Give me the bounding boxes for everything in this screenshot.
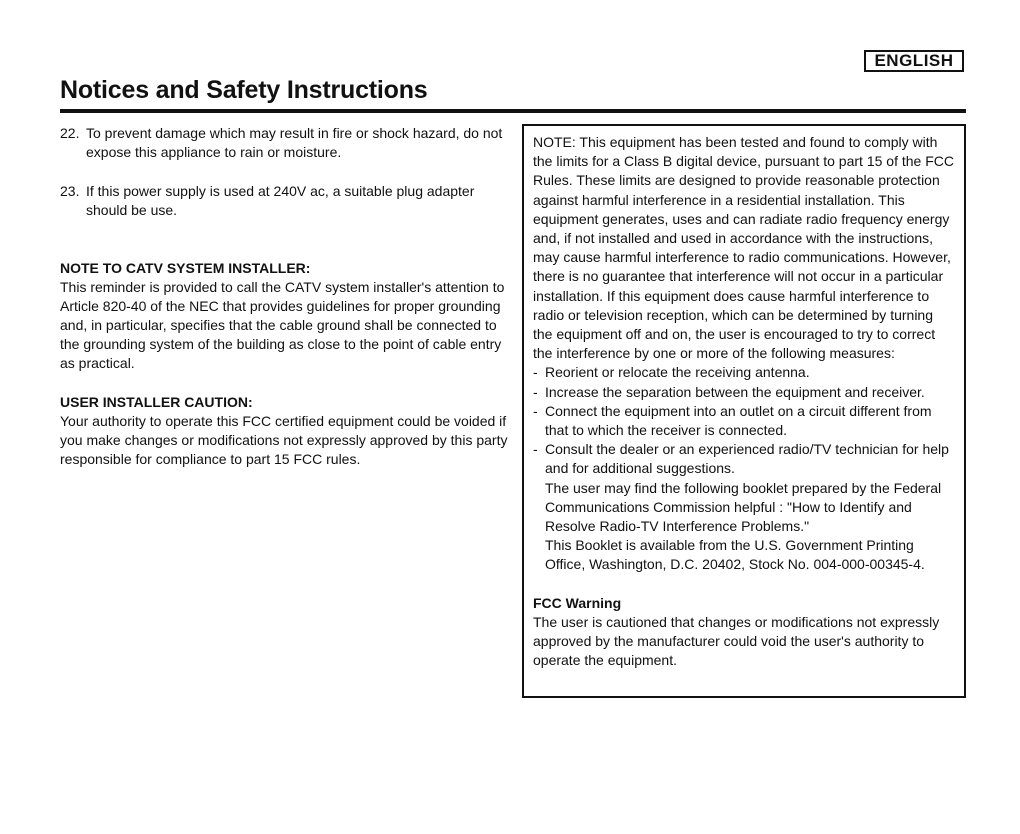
fcc-note-text: NOTE: This equipment has been tested and found to comply with the limits for a Class B digital device, pursuant to part 15 of the FCC Rules. These limits are designed to provide reasonable protection against harmful interference in a residential installation. This equipment generates, uses and can radiate radio frequency energy and, if not installed and used in accordance with the instructions, may cause harmful interference to radio communications. However, there is no guarantee that interference will not occur in a particular installation. If this equipment does cause harmful interference to radio or television reception, which can be determined by turning the equipment off and on, the user is encouraged to try to correct the interference by one or more of the following measures: [533,134,954,362]
language-badge: ENGLISH [864,50,964,72]
measure-text: Increase the separation between the equipment and receiver. [545,383,925,400]
measure-text: Reorient or relocate the receiving antenna. [545,364,810,381]
fcc-notice-box [522,124,966,698]
catv-text: This reminder is provided to call the CATV system installer's attention to Article 820-40 of the NEC that provides guidelines for proper grounding and, in particular, specifies that the cable ground shall be connected to the grounding system of the building as close to the point of cable entry as practical. [60,279,505,371]
fcc-warning-text: The user is cautioned that changes or modifications not expressly approved by the manufacturer could void the user's authority to operate the equipment. [533,613,940,669]
item-number: 23. [60,183,80,199]
measure-item: - Increase the separation between the equipment and receiver. [533,383,954,402]
measure-text: Consult the dealer or an experienced radio/TV technician for help and for additional suggestions. [545,441,949,477]
item-text: To prevent damage which may result in fire or shock hazard, do not expose this appliance to rain or moisture. [86,125,503,160]
fcc-warning-heading: FCC Warning [533,594,622,611]
list-item [60,124,508,162]
caution-heading: USER INSTALLER CAUTION: [60,394,253,410]
measure-text: Connect the equipment into an outlet on a circuit different from that to which the receiver is connected. [545,402,932,439]
left-column [60,124,508,469]
measure-item: - Consult the dealer or an experienced radio/TV technician for help and for additional suggestions. [533,440,954,478]
caution-text: Your authority to operate this FCC certified equipment could be voided if you make changes or modifications not expressly approved by this party responsible for compliance to part 15 FCC rules. [60,413,508,467]
booklet-text: The user may find the following booklet prepared by the Federal Communications Commission helpful : "How to Identify and Resolve Radio-TV Interference Problems." [545,479,942,535]
list-item [60,182,508,220]
measure-item: - Connect the equipment into an outlet on a circuit different from that to which the receiver is connected. [533,402,954,440]
catv-heading: NOTE TO CATV SYSTEM INSTALLER: [60,260,311,276]
measure-item: - Reorient or relocate the receiving antenna. [533,363,954,382]
item-number: 22. [60,125,80,141]
item-text: If this power supply is used at 240V ac, a suitable plug adapter should be use. [86,183,475,218]
title-divider [60,109,966,113]
booklet-availability: This Booklet is available from the U.S. Government Printing Office, Washington, D.C. 20402, Stock No. 004-000-00345-4. [545,537,925,573]
page-title: Notices and Safety Instructions [60,76,428,104]
